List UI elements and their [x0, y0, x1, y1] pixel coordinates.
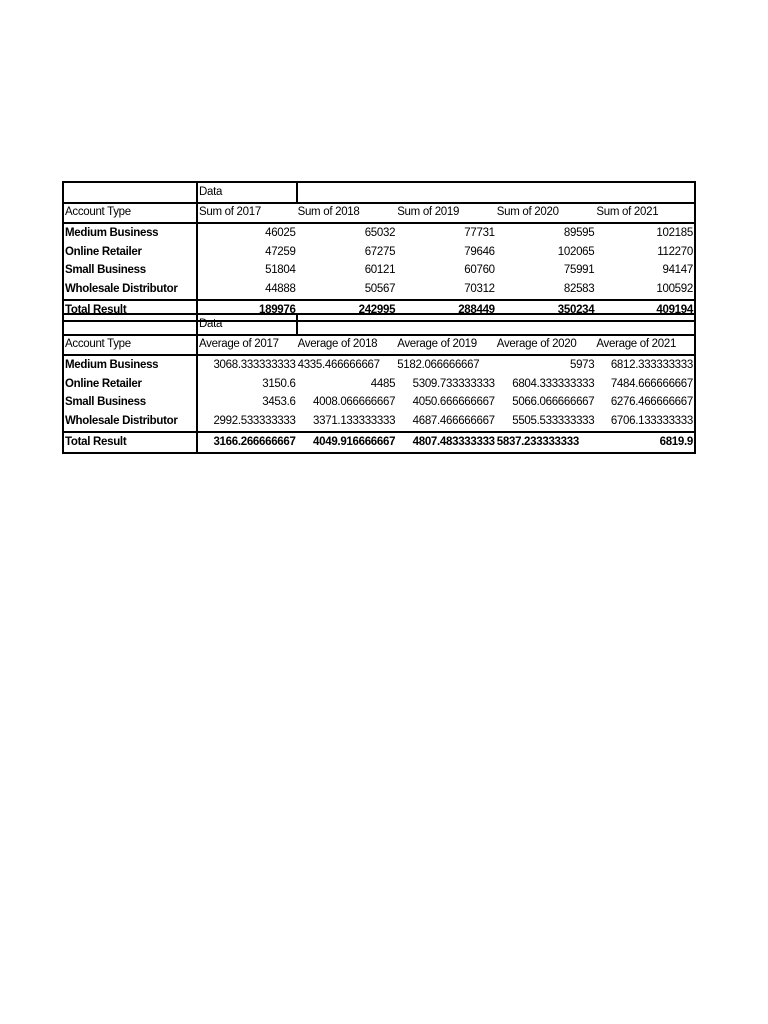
row-header: Account Type — [63, 203, 197, 224]
total-cell: 409194 — [595, 300, 695, 321]
value-cell: 47259 — [265, 245, 296, 258]
value-cell: 94147 — [595, 262, 695, 281]
column-header: Sum of 2019 — [396, 203, 496, 224]
data-label: Data — [197, 314, 297, 335]
table-row — [63, 412, 695, 432]
data-header-span — [297, 314, 695, 335]
value-cell: 44888 — [265, 283, 296, 296]
column-header: Average of 2019 — [396, 335, 496, 356]
column-header-row — [63, 203, 695, 224]
value-cell: 89595 — [496, 223, 596, 243]
row-label: Online Retailer — [63, 375, 197, 394]
total-label: Total Result — [63, 432, 197, 453]
column-header: Sum of 2021 — [595, 203, 695, 224]
row-label: Wholesale Distributor — [63, 280, 197, 300]
column-header: Average of 2021 — [595, 335, 695, 356]
value-cell: 75991 — [563, 264, 595, 277]
value-cell: 60121 — [364, 264, 396, 277]
column-header: Average of 2017 — [197, 335, 297, 356]
total-cell: 5837.233333333 — [496, 432, 596, 453]
column-header: Sum of 2018 — [297, 203, 397, 224]
value-cell: 100592 — [595, 280, 695, 300]
total-cell: 4049.916666667 — [297, 432, 397, 453]
value-cell: 3150.6 — [262, 377, 296, 390]
value-cell: 102065 — [557, 245, 595, 258]
value-cell: 3068.333333333 — [197, 355, 297, 375]
total-row — [63, 432, 695, 453]
data-label: Data — [197, 182, 297, 203]
table-row — [63, 280, 695, 300]
value-cell: 5309.733333333 — [412, 377, 495, 390]
row-label: Medium Business — [63, 355, 197, 375]
value-cell: 7484.666666667 — [595, 375, 695, 394]
value-cell: 77731 — [396, 223, 496, 243]
table-row — [63, 243, 695, 262]
table-row — [63, 394, 695, 413]
total-cell: 242995 — [297, 300, 397, 321]
row-label: Small Business — [63, 262, 197, 281]
total-cell: 6819.9 — [595, 432, 695, 453]
value-cell: 4485 — [370, 377, 396, 390]
row-label: Small Business — [63, 394, 197, 413]
value-cell: 5505.533333333 — [512, 415, 595, 428]
value-cell: 6276.466666667 — [595, 394, 695, 413]
column-header: Sum of 2017 — [197, 203, 297, 224]
value-cell: 82583 — [563, 283, 595, 296]
corner-cell — [63, 314, 197, 335]
value-cell: 46025 — [197, 223, 297, 243]
table-row — [63, 262, 695, 281]
total-cell: 189976 — [197, 300, 297, 321]
value-cell: 51804 — [265, 264, 296, 277]
value-cell: 65032 — [297, 223, 397, 243]
total-label: Total Result — [63, 300, 197, 321]
data-header-row — [63, 182, 695, 203]
value-cell: 6804.333333333 — [512, 377, 595, 390]
value-cell: 60760 — [464, 264, 495, 277]
total-cell: 288449 — [396, 300, 496, 321]
value-cell: 5182.066666667 — [396, 355, 496, 375]
row-label: Medium Business — [63, 223, 197, 243]
column-header: Average of 2020 — [496, 335, 596, 356]
value-cell: 102185 — [595, 223, 695, 243]
value-cell: 4687.466666667 — [412, 415, 495, 428]
value-cell: 79646 — [464, 245, 495, 258]
value-cell: 4050.666666667 — [412, 396, 495, 409]
table-row — [63, 223, 695, 243]
value-cell: 4008.066666667 — [313, 396, 396, 409]
sum-pivot-table — [62, 181, 696, 322]
value-cell: 4335.466666667 — [297, 355, 397, 375]
row-label: Wholesale Distributor — [63, 412, 197, 432]
data-header-row — [63, 314, 695, 335]
column-header-row — [63, 335, 695, 356]
corner-cell — [63, 182, 197, 203]
value-cell: 3453.6 — [262, 396, 296, 409]
value-cell: 5066.066666667 — [512, 396, 595, 409]
column-header: Average of 2018 — [297, 335, 397, 356]
average-pivot-table — [62, 313, 696, 454]
total-cell: 4807.483333333 — [396, 432, 496, 453]
value-cell: 70312 — [464, 283, 495, 296]
column-header: Sum of 2020 — [496, 203, 596, 224]
value-cell: 5973 — [496, 355, 596, 375]
value-cell: 6812.333333333 — [595, 355, 695, 375]
value-cell: 50567 — [364, 283, 396, 296]
total-cell: 350234 — [496, 300, 596, 321]
total-cell: 3166.266666667 — [197, 432, 297, 453]
value-cell: 6706.133333333 — [595, 412, 695, 432]
data-header-span — [297, 182, 695, 203]
value-cell: 67275 — [364, 245, 396, 258]
row-label: Online Retailer — [63, 243, 197, 262]
value-cell: 112270 — [595, 243, 695, 262]
value-cell: 2992.533333333 — [213, 415, 296, 428]
table-row — [63, 375, 695, 394]
table-row — [63, 355, 695, 375]
row-header: Account Type — [63, 335, 197, 356]
value-cell: 3371.133333333 — [313, 415, 396, 428]
